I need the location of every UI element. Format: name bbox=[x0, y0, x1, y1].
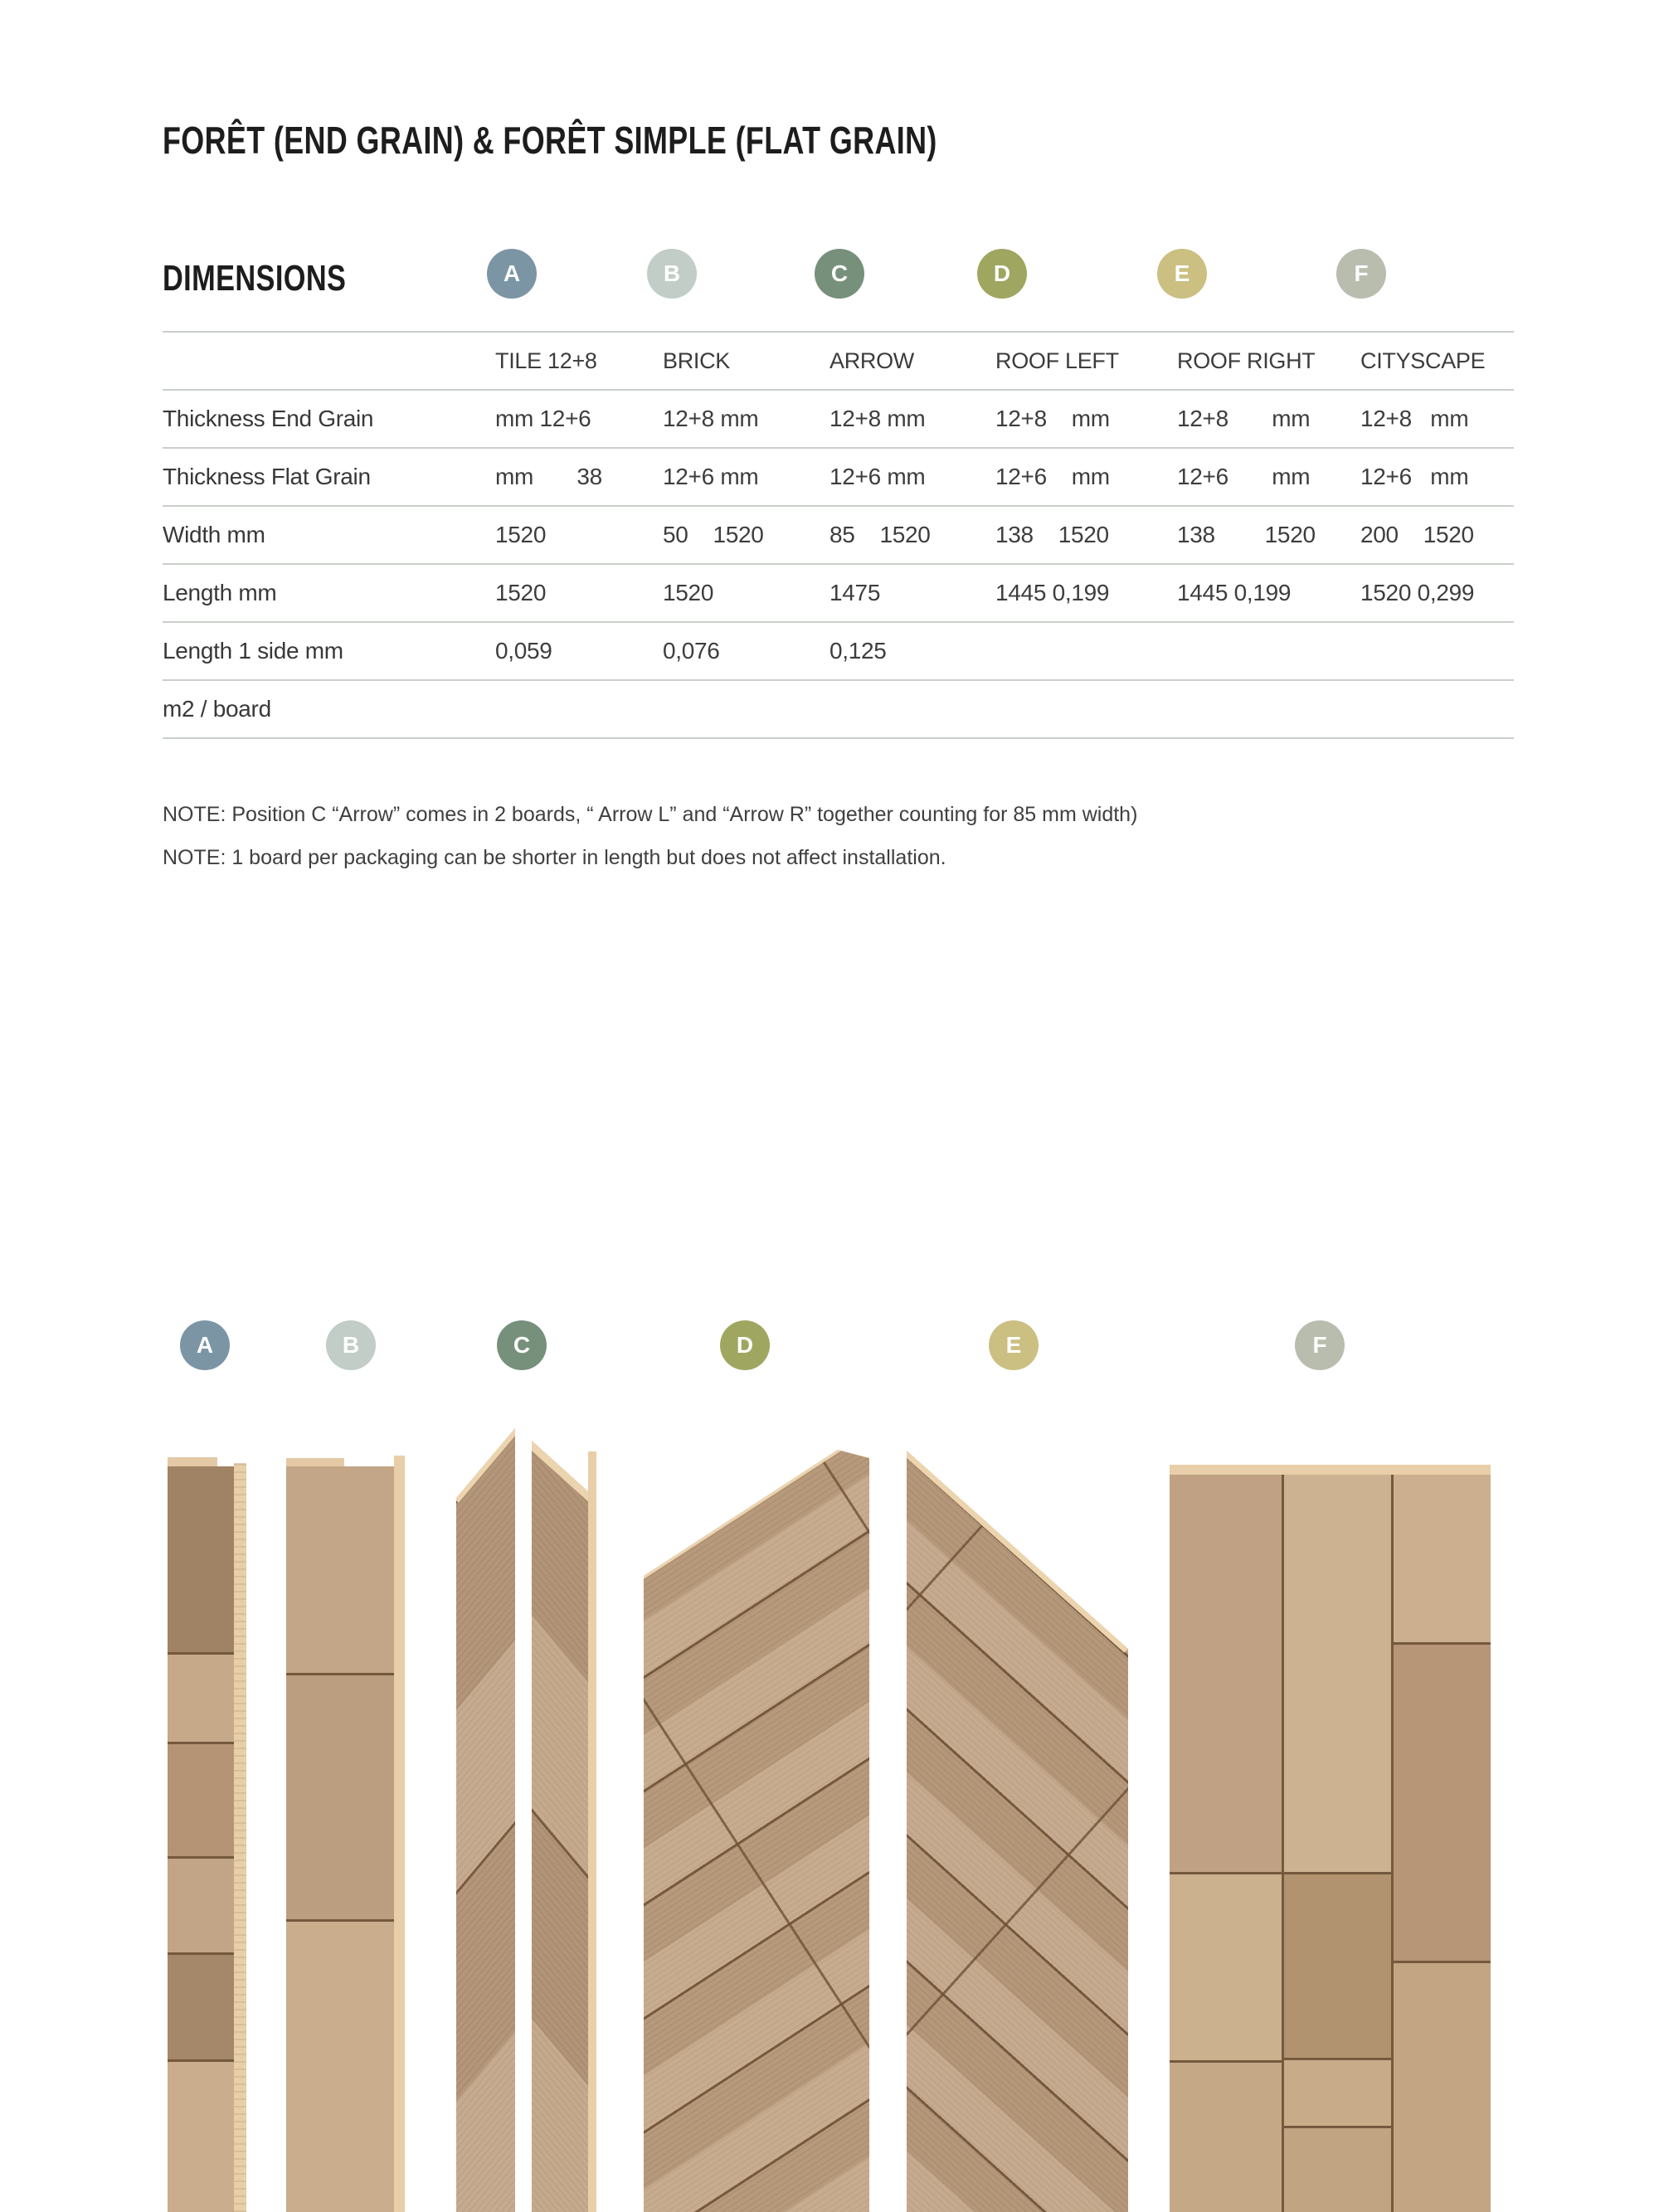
cell-value bbox=[830, 679, 995, 739]
pattern-f-top-edge bbox=[1170, 1465, 1491, 1475]
cell-value: 12+8 mm bbox=[1177, 389, 1360, 447]
cell-value: 85 1520 bbox=[830, 505, 995, 563]
wood-block bbox=[1170, 1475, 1282, 1874]
cell-value: 12+6 mm bbox=[1360, 447, 1514, 505]
cell-value: 0,059 bbox=[495, 621, 663, 679]
pattern-f-image bbox=[1170, 1465, 1491, 2212]
wood-plank bbox=[286, 1922, 394, 2212]
pattern-badge-a: A bbox=[180, 1320, 230, 1370]
cell-value bbox=[1360, 621, 1514, 679]
cell-value: 0,125 bbox=[830, 621, 995, 679]
note-2: NOTE: 1 board per packaging can be shorter in length but does not affect installation. bbox=[163, 846, 946, 869]
pattern-badge-b: B bbox=[326, 1320, 376, 1370]
cell-value: mm 12+6 bbox=[495, 389, 663, 447]
cell-value: 1520 bbox=[495, 563, 663, 621]
wood-joint bbox=[1391, 1475, 1394, 2212]
cell-value: 12+6 mm bbox=[830, 447, 995, 505]
wood-plank bbox=[168, 1859, 234, 1955]
cell-value: 12+8 mm bbox=[663, 389, 830, 447]
cell-value bbox=[1177, 679, 1360, 739]
row-label: Thickness Flat Grain bbox=[163, 447, 495, 505]
wood-plank bbox=[168, 1744, 234, 1859]
wood-block bbox=[1284, 1475, 1391, 1874]
wood-block bbox=[1284, 1874, 1391, 2060]
wood-block bbox=[1394, 1645, 1491, 1963]
pattern-e-image bbox=[907, 1451, 1128, 2212]
pattern-badge-e: E bbox=[989, 1320, 1039, 1370]
wood-plank bbox=[168, 1955, 234, 2062]
pattern-c-left-image bbox=[456, 1428, 515, 2212]
wood-block bbox=[1170, 2063, 1282, 2212]
cell-value: TILE 12+8 bbox=[495, 331, 663, 389]
pattern-d-image bbox=[644, 1447, 869, 2212]
pattern-b-image bbox=[286, 1466, 394, 2212]
cell-value bbox=[995, 679, 1177, 739]
pattern-b-top-edge bbox=[286, 1458, 344, 1466]
pattern-a-top-edge bbox=[168, 1457, 217, 1466]
dimensions-heading: DIMENSIONS bbox=[163, 258, 347, 299]
cell-value: 12+6 mm bbox=[663, 447, 830, 505]
cell-value: 12+8 mm bbox=[995, 389, 1177, 447]
cell-value bbox=[995, 621, 1177, 679]
cell-value: ROOF RIGHT bbox=[1177, 331, 1360, 389]
wood-plank bbox=[168, 1466, 234, 1655]
column-badge-d: D bbox=[977, 249, 1027, 299]
row-label bbox=[163, 331, 495, 389]
cell-value bbox=[1360, 679, 1514, 739]
cell-value: 12+8 mm bbox=[1360, 389, 1514, 447]
page-title: FORÊT (END GRAIN) & FORÊT SIMPLE (FLAT GRAIN) bbox=[163, 119, 937, 162]
row-label: Thickness End Grain bbox=[163, 389, 495, 447]
cell-value: 1520 bbox=[495, 505, 663, 563]
cell-value: 1445 0,199 bbox=[995, 563, 1177, 621]
cell-value: 1445 0,199 bbox=[1177, 563, 1360, 621]
cell-value: 50 1520 bbox=[663, 505, 830, 563]
wood-block bbox=[1284, 2060, 1391, 2128]
cell-value: 12+6 mm bbox=[995, 447, 1177, 505]
dimensions-table bbox=[163, 331, 1514, 739]
cell-value bbox=[495, 679, 663, 739]
row-label: Width mm bbox=[163, 505, 495, 563]
wood-block bbox=[1170, 1874, 1282, 2063]
column-badge-a: A bbox=[487, 249, 537, 299]
pattern-badge-d: D bbox=[720, 1320, 770, 1370]
pattern-b-side-edge bbox=[394, 1456, 405, 2212]
cell-value: 12+8 mm bbox=[830, 389, 995, 447]
cell-value: 12+6 mm bbox=[1177, 447, 1360, 505]
column-badge-e: E bbox=[1157, 249, 1207, 299]
cell-value: mm 38 bbox=[495, 447, 663, 505]
wood-plank bbox=[168, 1655, 234, 1744]
row-label: m2 / board bbox=[163, 679, 495, 739]
cell-value: 1475 bbox=[830, 563, 995, 621]
wood-block bbox=[1394, 1963, 1491, 2212]
cell-value: BRICK bbox=[663, 331, 830, 389]
cell-value: CITYSCAPE bbox=[1360, 331, 1514, 389]
cell-value: ROOF LEFT bbox=[995, 331, 1177, 389]
wood-plank bbox=[168, 2062, 234, 2212]
cell-value: 138 1520 bbox=[1177, 505, 1360, 563]
column-badge-f: F bbox=[1336, 249, 1386, 299]
cell-value: ARROW bbox=[830, 331, 995, 389]
note-1: NOTE: Position C “Arrow” comes in 2 boards, “ Arrow L” and “Arrow R” together counting for 85 mm width) bbox=[163, 803, 1138, 826]
row-label: Length mm bbox=[163, 563, 495, 621]
cell-value: 0,076 bbox=[663, 621, 830, 679]
cell-value bbox=[663, 679, 830, 739]
pattern-badge-f: F bbox=[1295, 1320, 1345, 1370]
pattern-c-right-image bbox=[532, 1441, 591, 2212]
cell-value: 1520 0,299 bbox=[1360, 563, 1514, 621]
wood-block bbox=[1284, 2128, 1391, 2212]
cell-value bbox=[1177, 621, 1360, 679]
cell-value: 200 1520 bbox=[1360, 505, 1514, 563]
wood-plank bbox=[286, 1466, 394, 1675]
row-label: Length 1 side mm bbox=[163, 621, 495, 679]
pattern-badge-c: C bbox=[497, 1320, 547, 1370]
cell-value: 138 1520 bbox=[995, 505, 1177, 563]
wood-plank bbox=[286, 1675, 394, 1922]
pattern-a-side-edge bbox=[234, 1463, 246, 2212]
pattern-c-side-edge bbox=[588, 1451, 596, 2212]
cell-value: 1520 bbox=[663, 563, 830, 621]
pattern-a-image bbox=[168, 1466, 234, 2212]
column-badge-b: B bbox=[647, 249, 697, 299]
wood-joint bbox=[1282, 1475, 1284, 2212]
wood-block bbox=[1394, 1475, 1491, 1645]
column-badge-c: C bbox=[815, 249, 864, 299]
